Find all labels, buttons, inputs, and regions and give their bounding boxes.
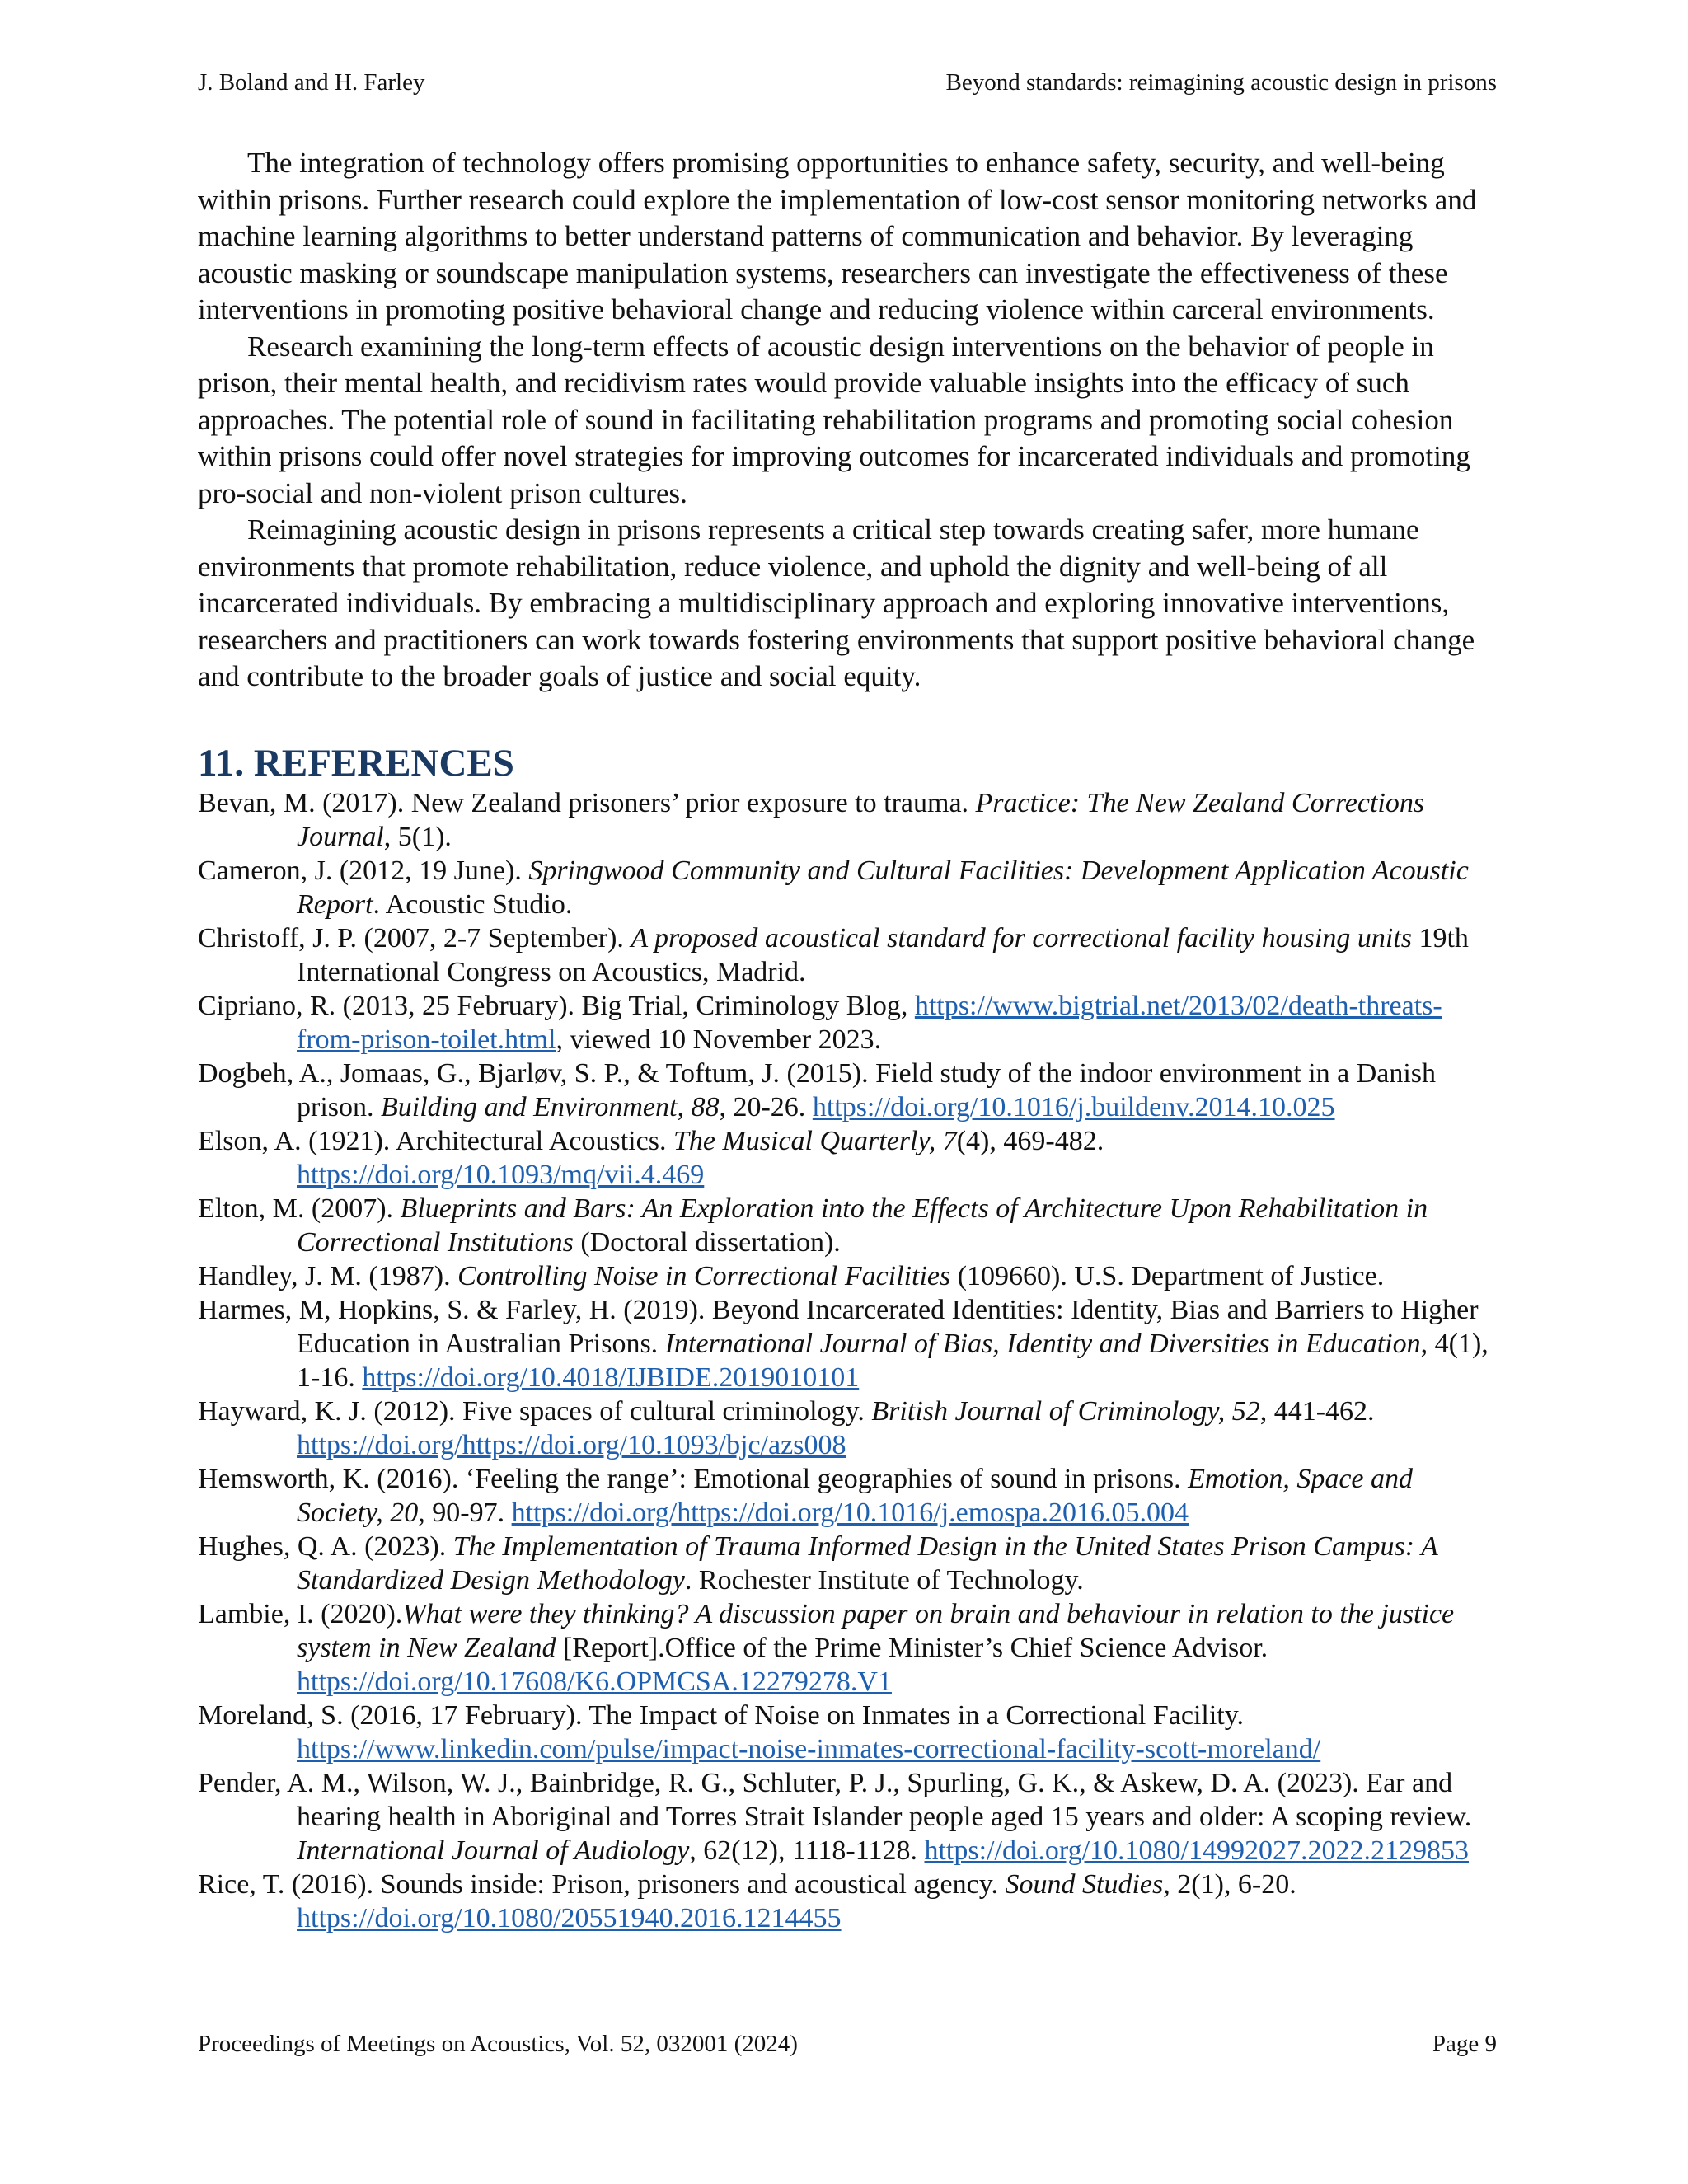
reference-entry: [198, 1766, 1497, 1868]
reference-text: Dogbeh, A., Jomaas, G., Bjarløv, S. P., & Toftum, J. (2015). Field study of the indoor environment in a Danish prison.: [198, 1057, 1437, 1122]
reference-list: [198, 786, 1497, 1935]
footer-page-number: Page 9: [1432, 2031, 1497, 2057]
footer-journal: Proceedings of Meetings on Acoustics, Vol. 52, 032001 (2024): [198, 2031, 798, 2057]
reference-text: , 20-26.: [719, 1091, 813, 1122]
reference-text: , 2(1), 6-20.: [1163, 1868, 1296, 1900]
reference-entry: [198, 1293, 1497, 1394]
reference-link[interactable]: https://doi.org/10.4018/IJBIDE.2019010101: [362, 1361, 860, 1393]
reference-source-title: What were they thinking? A discussion paper on brain and behaviour in relation to the justice system in New Zealand: [297, 1598, 1455, 1663]
reference-text: Cameron, J. (2012, 19 June).: [198, 855, 529, 886]
reference-text: , viewed 10 November 2023.: [556, 1024, 882, 1055]
reference-text: Hayward, K. J. (2012). Five spaces of cultural criminology.: [198, 1395, 872, 1427]
reference-text: . Rochester Institute of Technology.: [684, 1564, 1084, 1596]
reference-text: (Doctoral dissertation).: [573, 1226, 841, 1258]
references-heading: 11. REFERENCES: [198, 741, 514, 785]
reference-entry: [198, 786, 1497, 854]
reference-source-title: The Musical Quarterly, 7: [673, 1125, 957, 1156]
reference-link[interactable]: https://doi.org/10.1080/14992027.2022.2129853: [924, 1835, 1469, 1866]
reference-entry: [198, 1124, 1497, 1192]
reference-text: . Acoustic Studio.: [373, 888, 573, 920]
reference-link[interactable]: https://doi.org/10.1016/j.buildenv.2014.10.025: [812, 1091, 1335, 1122]
reference-text: Lambie, I. (2020).: [198, 1598, 403, 1629]
reference-text: Cipriano, R. (2013, 25 February). Big Trial, Criminology Blog,: [198, 990, 915, 1021]
reference-source-title: Controlling Noise in Correctional Facilities: [457, 1260, 951, 1291]
reference-entry: [198, 1192, 1497, 1259]
reference-text: Moreland, S. (2016, 17 February). The Impact of Noise on Inmates in a Correctional Facility.: [198, 1699, 1245, 1731]
reference-source-title: British Journal of Criminology, 52: [871, 1395, 1260, 1427]
reference-text: , 441-462.: [1259, 1395, 1375, 1427]
reference-text: , 90-97.: [418, 1497, 512, 1528]
reference-source-title: Sound Studies: [1005, 1868, 1164, 1900]
body-paragraph: Reimagining acoustic design in prisons represents a critical step towards creating safer, more humane environments that promote rehabilitation, reduce violence, and uphold the dignity and well-being of all incarcerated individuals. By embracing a multidisciplinary approach and exploring innovative interventions, researchers and practitioners can work towards fostering environments that support positive behavioral change and contribute to the broader goals of justice and social equity.: [198, 513, 1475, 692]
reference-source-title: Springwood Community and Cultural Facilities: Development Application Acoustic Report: [297, 855, 1469, 920]
main-content: [198, 145, 1497, 1935]
reference-entry: [198, 1462, 1497, 1530]
reference-entry: [198, 989, 1497, 1057]
reference-text: (4), 469-482.: [956, 1125, 1104, 1156]
reference-text: , 62(12), 1118-1128.: [689, 1835, 925, 1866]
reference-entry: [198, 854, 1497, 921]
body-paragraph: The integration of technology offers promising opportunities to enhance safety, security, and well-being within prisons. Further research could explore the implementation of low-cost sensor monitoring networks and machine learning algorithms to better understand patterns of communication and behavior. By leveraging acoustic masking or soundscape manipulation systems, researchers can investigate the effectiveness of these interventions in promoting positive behavioral change and reducing violence within carceral environments.: [198, 147, 1477, 326]
reference-entry: [198, 1868, 1497, 1935]
reference-link[interactable]: https://doi.org/https://doi.org/10.1016/j.emospa.2016.05.004: [511, 1497, 1189, 1528]
reference-entry: [198, 1259, 1497, 1293]
reference-text: (109660). U.S. Department of Justice.: [950, 1260, 1385, 1291]
reference-link[interactable]: https://www.bigtrial.net/2013/02/death-threats-from-prison-toilet.html: [297, 990, 1442, 1055]
reference-source-title: The Implementation of Trauma Informed Design in the United States Prison Campus: A Standardized Design Methodology: [297, 1530, 1438, 1596]
reference-entry: [198, 1597, 1497, 1699]
reference-text: , 5(1).: [383, 821, 452, 852]
reference-source-title: International Journal of Bias, Identity and Diversities in Education: [664, 1328, 1421, 1359]
header-authors: J. Boland and H. Farley: [198, 69, 425, 96]
reference-text: Harmes, M, Hopkins, S. & Farley, H. (2019). Beyond Incarcerated Identities: Identity, Bias and Barriers to Higher Education in Australian Prisons.: [198, 1294, 1479, 1359]
reference-link[interactable]: https://doi.org/10.17608/K6.OPMCSA.12279278.V1: [297, 1666, 892, 1697]
reference-text: Rice, T. (2016). Sounds inside: Prison, prisoners and acoustical agency.: [198, 1868, 1006, 1900]
reference-source-title: Practice: The New Zealand Corrections Journal: [297, 787, 1425, 852]
reference-entry: [198, 1699, 1497, 1766]
reference-text: Pender, A. M., Wilson, W. J., Bainbridge, R. G., Schluter, P. J., Spurling, G. K., & Askew, D. A. (2023). Ear and hearing health in Aboriginal and Torres Strait Islander people aged 15 years and older: A scoping review.: [198, 1767, 1472, 1832]
reference-link[interactable]: https://doi.org/10.1093/mq/vii.4.469: [297, 1159, 705, 1190]
running-footer: [198, 2029, 1497, 2059]
reference-source-title: Building and Environment, 88: [381, 1091, 720, 1122]
reference-entry: [198, 921, 1497, 989]
reference-text: , 4(1), 1-16.: [297, 1328, 1489, 1393]
header-running-title: Beyond standards: reimagining acoustic design in prisons: [945, 69, 1497, 96]
reference-text: Elton, M. (2007).: [198, 1193, 401, 1224]
reference-text: Hemsworth, K. (2016). ‘Feeling the range’: Emotional geographies of sound in prisons.: [198, 1463, 1189, 1494]
reference-entry: [198, 1530, 1497, 1597]
reference-source-title: Blueprints and Bars: An Exploration into the Effects of Architecture Upon Rehabilitation in Correctional Institutions: [297, 1193, 1428, 1258]
reference-text: [Report].Office of the Prime Minister’s Chief Science Advisor.: [556, 1632, 1268, 1663]
reference-text: 19th International Congress on Acoustics, Madrid.: [297, 922, 1469, 987]
running-header: [198, 68, 1497, 97]
reference-source-title: International Journal of Audiology: [297, 1835, 690, 1866]
reference-link[interactable]: https://doi.org/10.1080/20551940.2016.1214455: [297, 1902, 842, 1933]
reference-text: Handley, J. M. (1987).: [198, 1260, 458, 1291]
body-paragraph: Research examining the long-term effects of acoustic design interventions on the behavior of people in prison, their mental health, and recidivism rates would provide valuable insights into the efficacy of such approaches. The potential role of sound in facilitating rehabilitation programs and promoting social cohesion within prisons could offer novel strategies for improving outcomes for incarcerated individuals and promoting pro-social and non-violent prison cultures.: [198, 330, 1470, 509]
reference-text: Hughes, Q. A. (2023).: [198, 1530, 453, 1562]
reference-link[interactable]: https://www.linkedin.com/pulse/impact-noise-inmates-correctional-facility-scott-moreland/: [297, 1733, 1321, 1765]
reference-entry: [198, 1057, 1497, 1124]
reference-link[interactable]: https://doi.org/https://doi.org/10.1093/bjc/azs008: [297, 1429, 846, 1460]
reference-source-title: A proposed acoustical standard for correctional facility housing units: [631, 922, 1412, 954]
reference-text: Bevan, M. (2017). New Zealand prisoners’ prior exposure to trauma.: [198, 787, 976, 818]
reference-text: Elson, A. (1921). Architectural Acoustics.: [198, 1125, 673, 1156]
reference-text: Christoff, J. P. (2007, 2-7 September).: [198, 922, 631, 954]
reference-source-title: Emotion, Space and Society, 20: [297, 1463, 1414, 1528]
reference-entry: [198, 1394, 1497, 1462]
